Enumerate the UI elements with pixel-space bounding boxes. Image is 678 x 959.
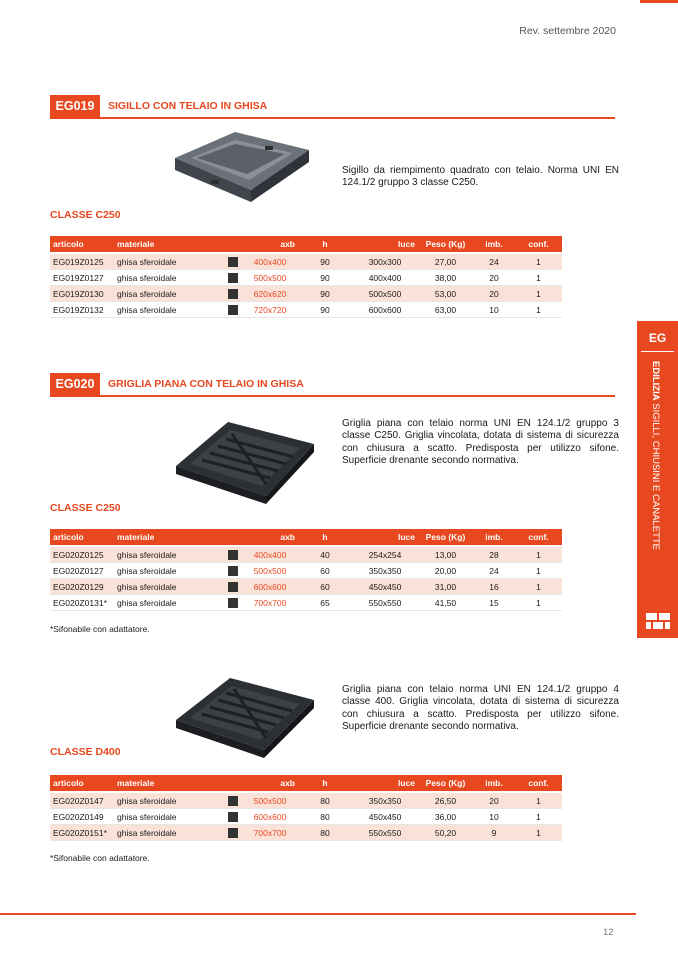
table-row xyxy=(50,595,562,611)
col-luce: luce xyxy=(352,529,418,546)
cell-peso: 41,50 xyxy=(418,595,473,611)
col-axb: axb xyxy=(242,236,298,253)
section-title: GRIGLIA PIANA CON TELAIO IN GHISA xyxy=(108,378,304,390)
cell-swatch xyxy=(224,579,242,595)
cell-h: 40 xyxy=(298,546,352,563)
cell-peso: 36,00 xyxy=(418,809,473,825)
color-swatch-icon xyxy=(228,273,238,283)
cell-h: 65 xyxy=(298,595,352,611)
cell-imb: 28 xyxy=(473,546,515,563)
cell-luce: 500x500 xyxy=(352,286,418,302)
cell-articolo: EG020Z0125 xyxy=(50,546,114,563)
cell-luce: 550x550 xyxy=(352,825,418,841)
grate-frame-image xyxy=(170,408,320,508)
cell-luce: 450x450 xyxy=(352,809,418,825)
side-tab-category-rest: SIGILLI, CHIUSINI E CANALETTE xyxy=(650,400,661,550)
product-description: Griglia piana con telaio norma UNI EN 124.1/2 gruppo 4 classe 400. Griglia vincolata, dotata di sistema di sicurezza con chiusura a scatto. Predisposta per utilizzo sifone. Superficie drenante secondo normativa. xyxy=(342,684,619,732)
col-luce: luce xyxy=(352,236,418,253)
color-swatch-icon xyxy=(228,257,238,267)
cell-conf: 1 xyxy=(515,286,562,302)
cell-axb: 700x700 xyxy=(242,825,298,841)
cell-conf: 1 xyxy=(515,270,562,286)
cell-peso: 20,00 xyxy=(418,563,473,579)
col-axb: axb xyxy=(242,529,298,546)
cell-peso: 53,00 xyxy=(418,286,473,302)
cell-imb: 10 xyxy=(473,302,515,318)
cell-peso: 63,00 xyxy=(418,302,473,318)
cell-materiale: ghisa sferoidale xyxy=(114,253,224,270)
cell-materiale: ghisa sferoidale xyxy=(114,270,224,286)
seal-frame-image xyxy=(165,128,315,206)
col-imb: imb. xyxy=(473,236,515,253)
cell-axb: 500x500 xyxy=(242,792,298,809)
cell-conf: 1 xyxy=(515,595,562,611)
section-code: EG020 xyxy=(50,373,100,395)
cell-articolo: EG020Z0131* xyxy=(50,595,114,611)
cell-conf: 1 xyxy=(515,809,562,825)
page-number: 12 xyxy=(603,927,614,938)
table-row xyxy=(50,579,562,595)
table-row xyxy=(50,286,562,302)
cell-h: 60 xyxy=(298,563,352,579)
cell-imb: 20 xyxy=(473,270,515,286)
cell-axb: 600x600 xyxy=(242,579,298,595)
cell-materiale: ghisa sferoidale xyxy=(114,825,224,841)
footnote: *Sifonabile con adattatore. xyxy=(50,624,150,634)
revision-label: Rev. settembre 2020 xyxy=(519,25,616,37)
spec-table-eg020-d400 xyxy=(50,775,562,841)
cell-axb: 400x400 xyxy=(242,253,298,270)
cell-articolo: EG019Z0130 xyxy=(50,286,114,302)
cell-luce: 550x550 xyxy=(352,595,418,611)
cell-imb: 20 xyxy=(473,286,515,302)
table-row xyxy=(50,270,562,286)
col-conf: conf. xyxy=(515,529,562,546)
side-tab-divider xyxy=(641,351,674,352)
cell-imb: 20 xyxy=(473,792,515,809)
cell-materiale: ghisa sferoidale xyxy=(114,792,224,809)
cell-conf: 1 xyxy=(515,825,562,841)
cell-swatch xyxy=(224,253,242,270)
cell-articolo: EG020Z0129 xyxy=(50,579,114,595)
cell-materiale: ghisa sferoidale xyxy=(114,546,224,563)
color-swatch-icon xyxy=(228,812,238,822)
cell-axb: 400x400 xyxy=(242,546,298,563)
cell-luce: 400x400 xyxy=(352,270,418,286)
table-row xyxy=(50,792,562,809)
cell-swatch xyxy=(224,792,242,809)
color-swatch-icon xyxy=(228,796,238,806)
class-label: CLASSE D400 xyxy=(50,746,121,758)
cell-articolo: EG020Z0149 xyxy=(50,809,114,825)
section-code: EG019 xyxy=(50,95,100,117)
table-row xyxy=(50,253,562,270)
col-swatch xyxy=(224,236,242,253)
category-side-tab xyxy=(637,321,678,638)
col-luce: luce xyxy=(352,775,418,792)
cell-swatch xyxy=(224,825,242,841)
section-rule xyxy=(50,395,615,397)
cell-articolo: EG020Z0147 xyxy=(50,792,114,809)
cell-h: 80 xyxy=(298,792,352,809)
table-row xyxy=(50,546,562,563)
cell-conf: 1 xyxy=(515,792,562,809)
cell-h: 80 xyxy=(298,825,352,841)
section-header-eg020 xyxy=(50,373,615,395)
col-materiale: materiale xyxy=(114,236,224,253)
col-imb: imb. xyxy=(473,529,515,546)
cell-axb: 700x700 xyxy=(242,595,298,611)
cell-materiale: ghisa sferoidale xyxy=(114,563,224,579)
cell-h: 80 xyxy=(298,809,352,825)
cell-imb: 16 xyxy=(473,579,515,595)
table-row xyxy=(50,563,562,579)
cell-luce: 350x350 xyxy=(352,792,418,809)
class-label: CLASSE C250 xyxy=(50,502,121,514)
table-row xyxy=(50,809,562,825)
table-header-row xyxy=(50,775,562,792)
col-conf: conf. xyxy=(515,775,562,792)
cell-peso: 31,00 xyxy=(418,579,473,595)
color-swatch-icon xyxy=(228,305,238,315)
cell-imb: 24 xyxy=(473,563,515,579)
cell-conf: 1 xyxy=(515,563,562,579)
col-h: h xyxy=(298,236,352,253)
col-articolo: articolo xyxy=(50,775,114,792)
cell-luce: 600x600 xyxy=(352,302,418,318)
cell-materiale: ghisa sferoidale xyxy=(114,286,224,302)
col-conf: conf. xyxy=(515,236,562,253)
cell-swatch xyxy=(224,270,242,286)
cell-materiale: ghisa sferoidale xyxy=(114,302,224,318)
cell-materiale: ghisa sferoidale xyxy=(114,809,224,825)
side-tab-category xyxy=(650,361,661,550)
color-swatch-icon xyxy=(228,566,238,576)
cell-luce: 254x254 xyxy=(352,546,418,563)
cell-h: 90 xyxy=(298,302,352,318)
col-materiale: materiale xyxy=(114,775,224,792)
cell-imb: 15 xyxy=(473,595,515,611)
grate-frame-d400-image xyxy=(170,668,320,760)
table-row xyxy=(50,302,562,318)
cell-axb: 500x500 xyxy=(242,563,298,579)
side-tab-category-bold: EDILIZIA xyxy=(650,361,661,401)
cell-articolo: EG020Z0151* xyxy=(50,825,114,841)
color-swatch-icon xyxy=(228,598,238,608)
col-swatch xyxy=(224,529,242,546)
cell-conf: 1 xyxy=(515,579,562,595)
cell-swatch xyxy=(224,546,242,563)
cell-peso: 26,50 xyxy=(418,792,473,809)
cell-swatch xyxy=(224,595,242,611)
cell-axb: 720x720 xyxy=(242,302,298,318)
class-label: CLASSE C250 xyxy=(50,209,121,221)
col-materiale: materiale xyxy=(114,529,224,546)
cell-h: 90 xyxy=(298,270,352,286)
cell-swatch xyxy=(224,286,242,302)
product-description: Griglia piana con telaio norma UNI EN 124.1/2 gruppo 3 classe C250. Griglia vincolata, dotata di sistema di sicurezza con chiusura a scatto. Predisposta per utilizzo sifone. Superficie drenante secondo normativa. xyxy=(342,418,619,466)
col-peso: Peso (Kg) xyxy=(418,236,473,253)
top-accent-bar xyxy=(640,0,678,3)
cell-peso: 27,00 xyxy=(418,253,473,270)
col-peso: Peso (Kg) xyxy=(418,775,473,792)
col-imb: imb. xyxy=(473,775,515,792)
table-row xyxy=(50,825,562,841)
cell-articolo: EG019Z0132 xyxy=(50,302,114,318)
cell-h: 60 xyxy=(298,579,352,595)
col-h: h xyxy=(298,529,352,546)
cell-peso: 38,00 xyxy=(418,270,473,286)
cell-materiale: ghisa sferoidale xyxy=(114,595,224,611)
cell-materiale: ghisa sferoidale xyxy=(114,579,224,595)
cell-luce: 300x300 xyxy=(352,253,418,270)
cell-h: 90 xyxy=(298,253,352,270)
col-axb: axb xyxy=(242,775,298,792)
section-header-eg019 xyxy=(50,95,615,117)
cell-peso: 50,20 xyxy=(418,825,473,841)
cell-luce: 450x450 xyxy=(352,579,418,595)
cell-axb: 600x600 xyxy=(242,809,298,825)
section-rule xyxy=(50,117,615,119)
cell-peso: 13,00 xyxy=(418,546,473,563)
cell-axb: 620x620 xyxy=(242,286,298,302)
col-h: h xyxy=(298,775,352,792)
col-articolo: articolo xyxy=(50,236,114,253)
footer-rule xyxy=(0,913,636,915)
color-swatch-icon xyxy=(228,828,238,838)
bricks-icon xyxy=(646,613,670,629)
cell-swatch xyxy=(224,302,242,318)
cell-h: 90 xyxy=(298,286,352,302)
col-peso: Peso (Kg) xyxy=(418,529,473,546)
spec-table-eg019 xyxy=(50,236,562,318)
cell-imb: 24 xyxy=(473,253,515,270)
cell-axb: 500x500 xyxy=(242,270,298,286)
col-swatch xyxy=(224,775,242,792)
cell-conf: 1 xyxy=(515,546,562,563)
footnote: *Sifonabile con adattatore. xyxy=(50,853,150,863)
cell-conf: 1 xyxy=(515,253,562,270)
col-articolo: articolo xyxy=(50,529,114,546)
side-tab-code: EG xyxy=(648,331,667,345)
cell-swatch xyxy=(224,809,242,825)
spec-table-eg020-c250 xyxy=(50,529,562,611)
product-description: Sigillo da riempimento quadrato con telaio. Norma UNI EN 124.1/2 gruppo 3 classe C250. xyxy=(342,165,619,189)
table-header-row xyxy=(50,529,562,546)
cell-luce: 350x350 xyxy=(352,563,418,579)
cell-articolo: EG019Z0127 xyxy=(50,270,114,286)
section-title: SIGILLO CON TELAIO IN GHISA xyxy=(108,100,268,112)
table-header-row xyxy=(50,236,562,253)
cell-imb: 10 xyxy=(473,809,515,825)
cell-articolo: EG019Z0125 xyxy=(50,253,114,270)
color-swatch-icon xyxy=(228,550,238,560)
cell-conf: 1 xyxy=(515,302,562,318)
cell-imb: 9 xyxy=(473,825,515,841)
color-swatch-icon xyxy=(228,582,238,592)
cell-articolo: EG020Z0127 xyxy=(50,563,114,579)
cell-swatch xyxy=(224,563,242,579)
color-swatch-icon xyxy=(228,289,238,299)
